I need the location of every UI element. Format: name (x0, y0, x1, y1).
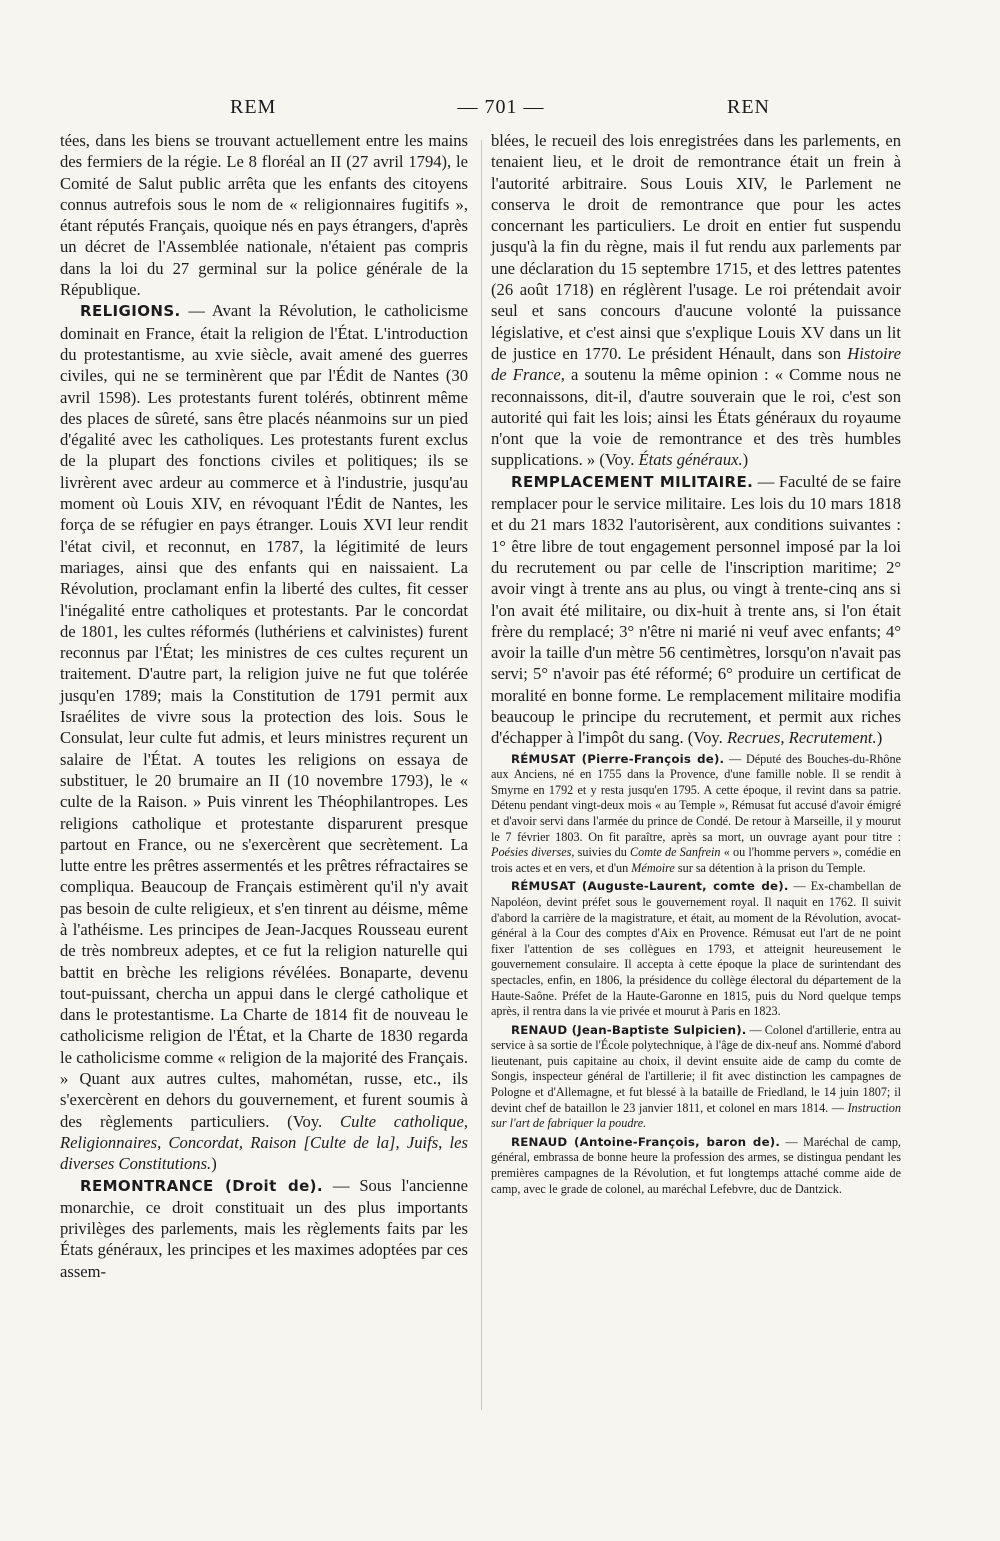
entry-religions (60, 300, 468, 1174)
entry-headword: REMPLACEMENT MILITAIRE. (511, 472, 754, 491)
entry-text: — Colonel d'artillerie, entra au service à sa sortie de l'École polytechnique, à l'âge de dix-neuf ans. Nommé d'abord lieutenant, puis capitaine au choix, il devint ensuite aide de camp du comte de Songis, inspecteur général de l'artillerie; il fit avec distinction les campagnes de Pologne et d'Allemagne, et fut blessé à la bataille de Friedland, le 14 juin 1807; il devint chef de bataillon le 23 janvier 1811, et colonel en mars 1814. — (491, 1022, 901, 1115)
entry-headword: RENAUD (Antoine-François, baron de). (511, 1134, 781, 1149)
page-number: — 701 — (457, 96, 545, 118)
text-span: blées, le recueil des lois enregistrées dans les parlements, en tenaient lieu, et le droit de remontrance était un frein à l'autorité arbitraire. Sous Louis XIV, le Parlement ne conserva le droit de remontrance que pour les actes concernant les particuliers. Le droit en entier fut suspendu jusqu'à la fin du règne, mais il fut rendu aux parlements par une déclaration du 15 septembre 1715, et des lettres patentes (26 août 1718) en réglèrent l'usage. Le roi prétendait avoir seul et sans concours d'aucune volonté la puissance législative, et c'est ainsi que s'explique Louis XV dans un lit de justice en 1770. Le président Hénault, dans son (491, 131, 901, 363)
entry-text: — Faculté de se faire remplacer pour le service militaire. Les lois du 10 mars 1818 et du 21 mars 1832 l'autorisèrent, aux conditions suivantes : 1° être libre de tout engagement personnel imposé par la loi du recrutement ou par celle de l'inscription maritime; 2° avoir vingt à trente ans au plus, ou vingt à trente-cinq ans si l'on avait été militaire, ou dix-huit à trente ans, si l'on était frère du remplacé; 3° n'être ni marié ni veuf avec enfants; 4° avoir la taille d'un mètre 56 centimètres, lorsqu'on n'avait pas servi; 5° n'avoir pas été réformé; 6° produire un certificat de moralité en bonne forme. Le remplacement militaire modifia beaucoup le principe du recrutement, et permit aux riches d'échapper à l'impôt du sang. (Voy. (491, 471, 901, 748)
entry-text: — Avant la Révolution, le catholicisme dominait en France, était la religion de l'État. L'introduction du protestantisme, au xvie siècle, avait amené des guerres civiles, qui ne se terminèrent que par l'Édit de Nantes (30 avril 1598). Les protestants furent tolérés, obtinrent même des places de sûreté, sans être placés néanmoins sur un pied d'égalité avec les catholiques. Les protestants furent exclus de la plupart des fonctions civiles et politiques; ils se livrèrent avec ardeur au commerce et à l'industrie, jusqu'au moment où Louis XIV, en révoquant l'Édit de Nantes, les força de se réfugier en pays étranger. Louis XVI leur rendit l'état civil, et reconnut, en 1787, la légitimité de leurs mariages, ainsi que des enfants qui en naissaient. La Révolution, proclamant enfin la liberté des cultes, fit cesser l'inégalité entre catholiques et protestants. Par le concordat de 1801, les cultes réformés (luthériens et calvinistes) furent reconnus par l'État; les ministres de ces cultes reçurent un traitement. D'autre part, la religion juive ne fut que tolérée jusqu'en 1789; mais la Constitution de 1791 permit aux Israélites de vivre sous la protection des lois. Sous le Consulat, leur culte fut admis, et leurs ministres reçurent un salaire de l'État. A toutes les religions on essaya de substituer, le 20 brumaire an II (10 novembre 1793), le « culte de la Raison. » Puis vinrent les Théophilantropes. Les religions catholique et protestante disparurent presque partout en France, ou ne s'exercèrent que secrètement. La lutte entre les prêtres assermentés et les prêtres réfractaires se compliqua. Beaucoup de Français estimèrent qu'il n'y avait pas besoin de culte religieux, et s'en tinrent au déisme, même à l'athéisme. Les principes de Jean-Jacques Rousseau eurent de très nombreux adeptes, et ce fut la religion naturelle qui battit en brèche les religions révélées. Bonaparte, devenu tout-puissant, chercha un appui dans le clergé catholique et dans le protestantisme. La Charte de 1814 fit de nouveau le catholicisme religion de l'État, et la Charte de 1830 regarda le catholicisme comme « religion de la majorité des Français. » Quant aux autres cultes, mahométan, russe, etc., ils s'exercèrent en dehors du gouvernement, et furent soumis à des règlements particuliers. (Voy. (60, 301, 468, 1131)
entry-text: sur sa détention à la prison du Temple. (674, 860, 866, 875)
cross-reference: États généraux. (638, 450, 743, 470)
text-span: ) (742, 450, 749, 470)
entry-remusat-auguste-laurent (491, 879, 901, 1019)
right-column (491, 130, 901, 1197)
book-title: Histoire de France (491, 343, 901, 385)
entry-text: — Sous l'ancienne monarchie, ce droit constituait un des plus importants privilèges des parlements, mais les règlements faits par les États généraux, les principes et les maximes adoptées par ces assem- (60, 1175, 468, 1281)
entry-closing: ) (211, 1154, 217, 1174)
entry-text: — Maréchal de camp, général, embrassa de bonne heure la profession des armes, se distingua pendant les premières campagnes de la Révolution, et fut longtemps attaché comme aide de camp, avec le grade de colonel, au maréchal Lefebvre, duc de Dantzick. (491, 1134, 901, 1196)
header-left-guide-word: REM (230, 96, 277, 118)
continued-paragraph (491, 130, 901, 471)
work-title: Comte de Sanfrein (630, 845, 721, 860)
header-right-guide-word: REN (727, 96, 770, 118)
entry-text: — Député des Bouches-du-Rhône aux Anciens, né en 1755 dans la Provence, d'une famille noble. Il se rendit à Smyrne en 1792 et y resta jusqu'en 1795. A cette époque, il revint dans sa patrie. Détenu pendant vingt-deux mois « au Temple », Rémusat fut accusé d'avoir émigré et d'avoir servi dans l'armée du prince de Condé. De retour à Marseille, il y mourut le 7 février 1803. On fit paraître, après sa mort, un ouvrage ayant pour titre : (491, 751, 901, 844)
entry-headword: RELIGIONS. (80, 302, 181, 321)
entry-text: — Ex-chambellan de Napoléon, devint préfet sous le gouvernement royal. Il naquit en 1762. Il suivit d'abord la carrière de la magistrature, et était, au moment de la Révolution, avocat-général à la Cour des comptes d'Aix en Provence. Rémusat eut l'art de ne point fixer l'attention de ses collègues en 1793, et atteignit heureusement le gouvernement consulaire. Il accepta à cette époque la place de surintendant des spectacles, enfin, en 1806, la présidence du collège électoral du département de la Haute-Saône. Préfet de la Haute-Garonne en 1815, puis du Nord quelque temps après, il rentra dans la vie privée et mourut à Paris en 1823. (491, 879, 901, 1019)
entry-cross-references: Culte catholique, Religionnaires, Concordat, Raison [Culte de la], Juifs, les diverses Constitutions. (60, 1111, 468, 1174)
work-title: Mémoire (631, 860, 675, 875)
entry-headword: RÉMUSAT (Auguste-Laurent, comte de). (511, 879, 789, 894)
entry-closing: ) (876, 728, 883, 748)
entry-cross-references: Recrues, Recrutement. (726, 728, 877, 748)
column-divider (481, 140, 482, 1410)
entry-headword: RENAUD (Jean-Baptiste Sulpicien). (511, 1022, 747, 1037)
entry-remusat-pierre-francois (491, 752, 901, 877)
entry-text: « ou l'homme pervers », comédie en trois actes et en vers, et d'un (491, 845, 902, 875)
running-header (60, 96, 942, 126)
continued-paragraph: tées, dans les biens se trouvant actuellement entre les mains des fermiers de la régie. Le 8 floréal an II (27 avril 1794), le Comité de Salut public arrêta que les enfants des citoyens connus autrefois sous le nom de « religionnaires fugitifs », étant réputés Français, quoique nés en pays étrangers, d'après un décret de l'Assemblée nationale, n'étaient pas compris dans la loi du 27 germinal sur la police générale de la République. (60, 131, 468, 300)
entry-renaud-jean-baptiste (491, 1023, 901, 1132)
entry-renaud-antoine-francois (491, 1135, 901, 1197)
text-span: , a soutenu la même opinion : « Comme nous ne reconnaissons, dit-il, d'autre souverain que le roi, c'est son autorité qui fait les lois; ainsi les États généraux du royaume n'ont que la voie de remontrance et des très humbles supplications. » (Voy. (491, 365, 901, 470)
entry-remplacement-militaire (491, 471, 901, 749)
work-title: Instruction sur l'art de fabriquer la poudre. (491, 1100, 901, 1131)
entry-headword: RÉMUSAT (Pierre-François de). (511, 751, 725, 766)
entry-remontrance (60, 1175, 468, 1282)
entry-headword: REMONTRANCE (Droit de). (80, 1176, 324, 1195)
entry-text: , suivies du (571, 845, 630, 860)
left-column (60, 130, 468, 1282)
work-title: Poésies diverses (491, 845, 572, 860)
